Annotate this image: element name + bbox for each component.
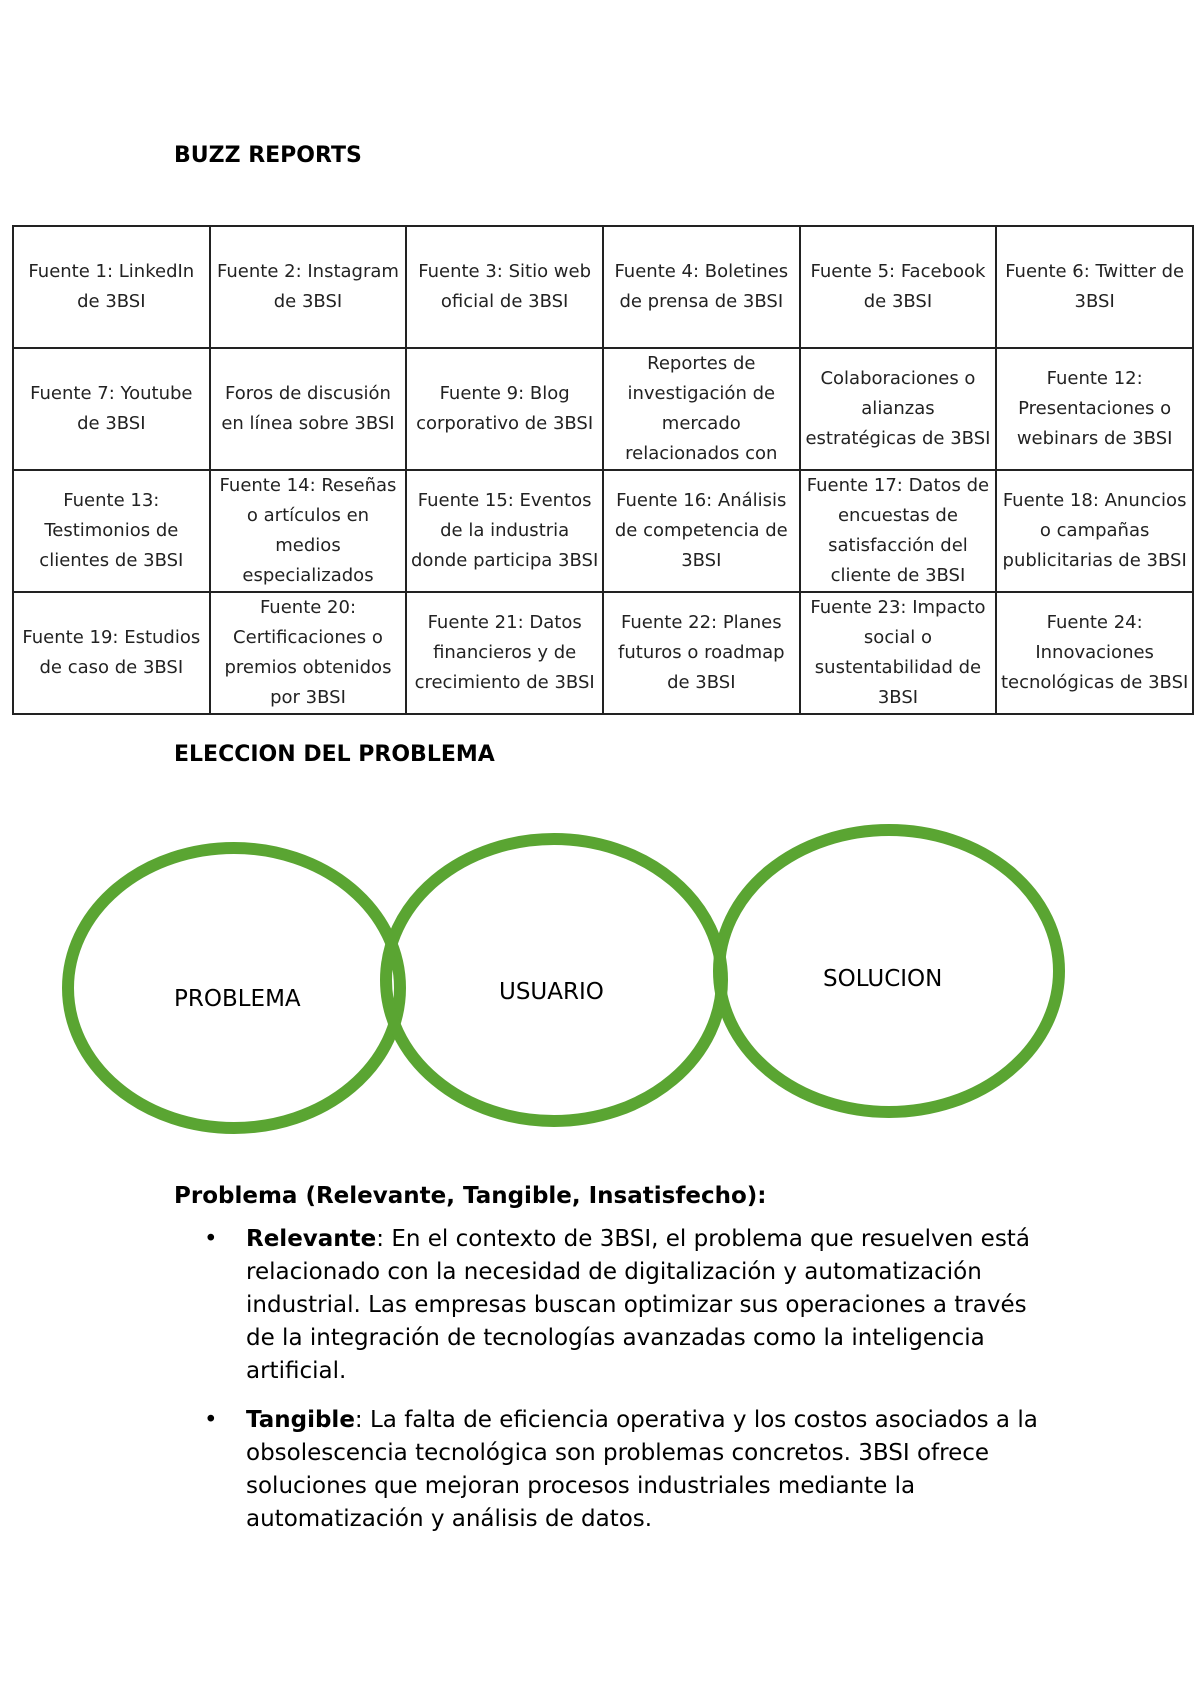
- buzz-reports-heading: BUZZ REPORTS: [174, 143, 362, 168]
- problema-label: PROBLEMA: [174, 986, 301, 1012]
- table-cell: [603, 348, 800, 470]
- table-cell: [406, 592, 603, 714]
- cell-text: Fuente 22: Planes futuros o roadmap de 3BSI: [618, 612, 785, 693]
- problem-section: [174, 1180, 1054, 1552]
- problem-list: [174, 1223, 1054, 1536]
- table-row: [13, 226, 1193, 348]
- cell-text: Reportes de investigación de mercado relacionados con: [625, 353, 778, 464]
- table-cell: [406, 226, 603, 348]
- cell-text: Fuente 2: Instagram de 3BSI: [217, 261, 399, 312]
- cell-text: Fuente 13: Testimonios de clientes de 3BSI: [39, 490, 184, 571]
- table-cell: [210, 348, 407, 470]
- table-cell: [996, 226, 1193, 348]
- table-cell: [800, 348, 997, 470]
- table-cell: [210, 470, 407, 592]
- table-cell: [210, 226, 407, 348]
- bullet-icon: •: [204, 1226, 218, 1252]
- cell-text: Fuente 4: Boletines de prensa de 3BSI: [614, 261, 789, 312]
- solucion-label: SOLUCION: [823, 966, 943, 992]
- table-cell: [406, 348, 603, 470]
- cell-text: Fuente 20: Certificaciones o premios obtenidos por 3BSI: [224, 597, 392, 708]
- cell-text: Fuente 14: Reseñas o artículos en medios especializados: [219, 475, 397, 586]
- eleccion-problema-heading: ELECCION DEL PROBLEMA: [174, 742, 495, 767]
- cell-text: Colaboraciones o alianzas estratégicas de 3BSI: [805, 368, 991, 449]
- table-row: [13, 470, 1193, 592]
- cell-text: Fuente 19: Estudios de caso de 3BSI: [22, 627, 201, 678]
- cell-text: Fuente 21: Datos financieros y de crecimiento de 3BSI: [414, 612, 595, 693]
- cell-text: Fuente 24: Innovaciones tecnológicas de 3BSI: [1000, 612, 1189, 693]
- relevante-text: : En el contexto de 3BSI, el problema que resuelven está relacionado con la necesidad de digitalización y automatización industrial. Las empresas buscan optimizar sus operaciones a través de la integración de tecnologías avanzadas como la inteligencia artificial.: [246, 1226, 1030, 1384]
- cell-text: Fuente 16: Análisis de competencia de 3BSI: [614, 490, 788, 571]
- tangible-text: : La falta de eficiencia operativa y los costos asociados a la obsolescencia tecnológica son problemas concretos. 3BSI ofrece soluciones que mejoran procesos industriales mediante la automatización y análisis de datos.: [246, 1407, 1038, 1532]
- tangible-term: Tangible: [246, 1407, 355, 1433]
- cell-text: Fuente 1: LinkedIn de 3BSI: [28, 261, 195, 312]
- table-cell: [603, 226, 800, 348]
- table-cell: [13, 470, 210, 592]
- table-cell: [13, 226, 210, 348]
- table-cell: [996, 592, 1193, 714]
- cell-text: Fuente 17: Datos de encuestas de satisfacción del cliente de 3BSI: [806, 475, 990, 586]
- table-cell: [603, 470, 800, 592]
- cell-text: Fuente 23: Impacto social o sustentabilidad de 3BSI: [810, 597, 986, 708]
- table-cell: [996, 470, 1193, 592]
- sources-table: [12, 225, 1194, 715]
- cell-text: Fuente 3: Sitio web oficial de 3BSI: [418, 261, 592, 312]
- table-cell: [800, 470, 997, 592]
- table-cell: [13, 348, 210, 470]
- table-cell: [800, 592, 997, 714]
- cell-text: Foros de discusión en línea sobre 3BSI: [221, 383, 395, 434]
- list-item: [174, 1404, 1054, 1536]
- cell-text: Fuente 7: Youtube de 3BSI: [30, 383, 193, 434]
- table-cell: [800, 226, 997, 348]
- cell-text: Fuente 18: Anuncios o campañas publicitarias de 3BSI: [1002, 490, 1187, 571]
- cell-text: Fuente 6: Twitter de 3BSI: [1005, 261, 1185, 312]
- table-cell: [996, 348, 1193, 470]
- cell-text: Fuente 5: Facebook de 3BSI: [810, 261, 986, 312]
- cell-text: Fuente 15: Eventos de la industria donde participa 3BSI: [411, 490, 599, 571]
- table-cell: [406, 470, 603, 592]
- problem-title: Problema (Relevante, Tangible, Insatisfecho):: [174, 1183, 767, 1209]
- usuario-label: USUARIO: [499, 979, 604, 1005]
- table-row: [13, 348, 1193, 470]
- table-cell: [13, 592, 210, 714]
- table-row: [13, 592, 1193, 714]
- bullet-icon: •: [204, 1407, 218, 1433]
- table-cell: [210, 592, 407, 714]
- venn-diagram: [0, 820, 1200, 1160]
- table-cell: [603, 592, 800, 714]
- cell-text: Fuente 9: Blog corporativo de 3BSI: [416, 383, 594, 434]
- relevante-term: Relevante: [246, 1226, 377, 1252]
- list-item: [174, 1223, 1054, 1388]
- cell-text: Fuente 12: Presentaciones o webinars de 3BSI: [1016, 368, 1173, 449]
